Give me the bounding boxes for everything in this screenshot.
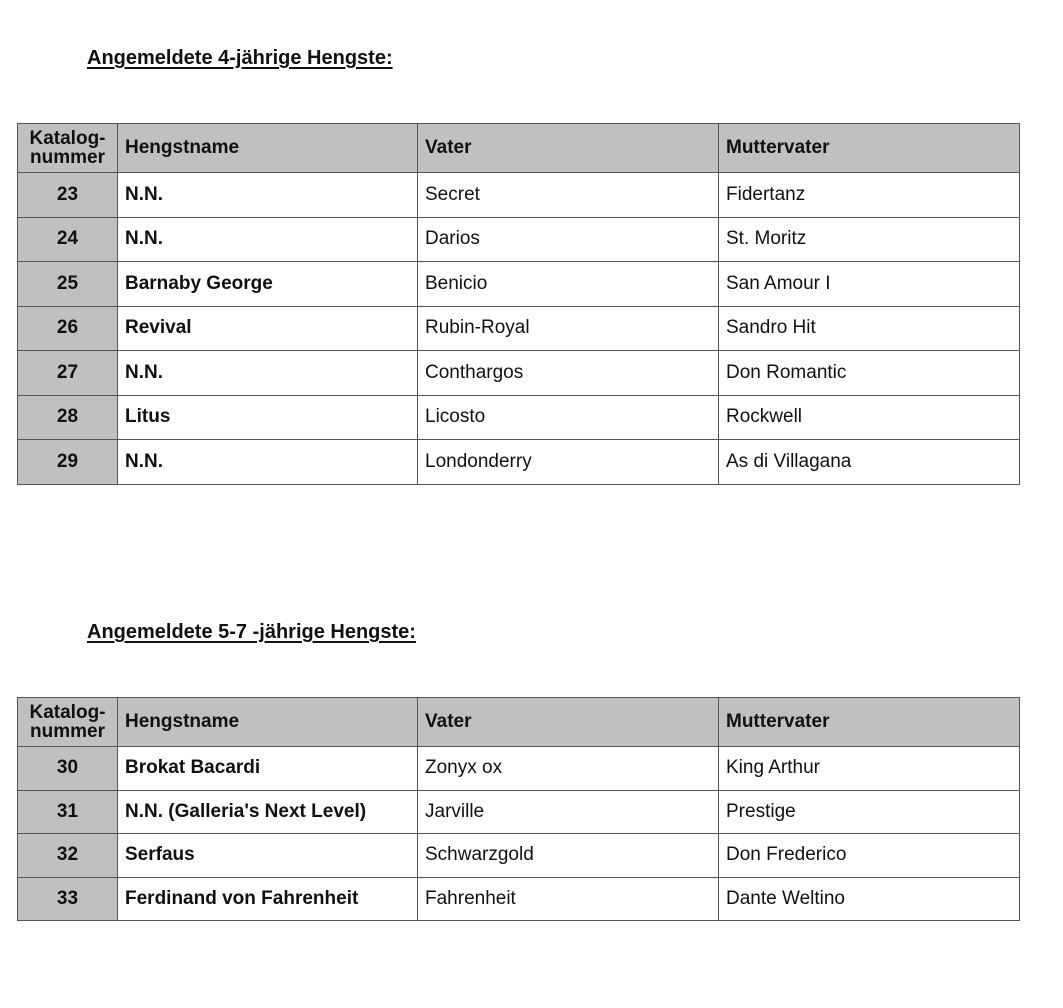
header-vater: Vater (418, 698, 719, 747)
table-header-row (18, 124, 1020, 173)
muttervater-cell: Fidertanz (719, 173, 1020, 218)
vater-cell: Conthargos (418, 351, 719, 396)
table-row (18, 395, 1020, 440)
vater-cell: Londonderry (418, 440, 719, 485)
vater-cell: Licosto (418, 395, 719, 440)
hengstname-cell: N.N. (118, 440, 418, 485)
table-row (18, 217, 1020, 262)
katalognummer-cell: 23 (18, 173, 118, 218)
stallion-table-4yo (17, 123, 1020, 485)
header-muttervater: Muttervater (719, 124, 1020, 173)
header-muttervater: Muttervater (719, 698, 1020, 747)
header-vater: Vater (418, 124, 719, 173)
muttervater-cell: St. Moritz (719, 217, 1020, 262)
muttervater-cell: Rockwell (719, 395, 1020, 440)
muttervater-cell: As di Villagana (719, 440, 1020, 485)
vater-cell: Fahrenheit (418, 877, 719, 921)
muttervater-cell: King Arthur (719, 747, 1020, 791)
katalognummer-cell: 26 (18, 306, 118, 351)
table-row (18, 834, 1020, 878)
vater-cell: Jarville (418, 790, 719, 834)
katalognummer-cell: 24 (18, 217, 118, 262)
table-row (18, 306, 1020, 351)
table-header-row (18, 698, 1020, 747)
katalognummer-cell: 32 (18, 834, 118, 878)
table-row (18, 351, 1020, 396)
vater-cell: Rubin-Royal (418, 306, 719, 351)
section1-title: Angemeldete 4-jährige Hengste: (87, 47, 393, 69)
hengstname-cell: N.N. (Galleria's Next Level) (118, 790, 418, 834)
hengstname-cell: N.N. (118, 217, 418, 262)
muttervater-cell: Don Frederico (719, 834, 1020, 878)
muttervater-cell: Don Romantic (719, 351, 1020, 396)
katalognummer-cell: 27 (18, 351, 118, 396)
header-hengstname: Hengstname (118, 124, 418, 173)
table-row (18, 877, 1020, 921)
hengstname-cell: Revival (118, 306, 418, 351)
vater-cell: Schwarzgold (418, 834, 719, 878)
header-hengstname: Hengstname (118, 698, 418, 747)
table-row (18, 262, 1020, 307)
hengstname-cell: N.N. (118, 351, 418, 396)
table-row (18, 747, 1020, 791)
hengstname-cell: N.N. (118, 173, 418, 218)
katalognummer-cell: 31 (18, 790, 118, 834)
hengstname-cell: Barnaby George (118, 262, 418, 307)
katalognummer-cell: 28 (18, 395, 118, 440)
hengstname-cell: Serfaus (118, 834, 418, 878)
header-katalognummer: Katalog- nummer (18, 124, 118, 173)
table-row (18, 790, 1020, 834)
section2-title: Angemeldete 5-7 -jährige Hengste: (87, 621, 416, 643)
katalognummer-cell: 30 (18, 747, 118, 791)
katalognummer-cell: 33 (18, 877, 118, 921)
hengstname-cell: Ferdinand von Fahrenheit (118, 877, 418, 921)
hengstname-cell: Litus (118, 395, 418, 440)
header-katalognummer: Katalog- nummer (18, 698, 118, 747)
table-row (18, 440, 1020, 485)
muttervater-cell: San Amour I (719, 262, 1020, 307)
vater-cell: Darios (418, 217, 719, 262)
table-row (18, 173, 1020, 218)
vater-cell: Benicio (418, 262, 719, 307)
vater-cell: Zonyx ox (418, 747, 719, 791)
muttervater-cell: Prestige (719, 790, 1020, 834)
stallion-table-5-7yo (17, 697, 1020, 921)
muttervater-cell: Sandro Hit (719, 306, 1020, 351)
muttervater-cell: Dante Weltino (719, 877, 1020, 921)
katalognummer-cell: 29 (18, 440, 118, 485)
vater-cell: Secret (418, 173, 719, 218)
hengstname-cell: Brokat Bacardi (118, 747, 418, 791)
katalognummer-cell: 25 (18, 262, 118, 307)
